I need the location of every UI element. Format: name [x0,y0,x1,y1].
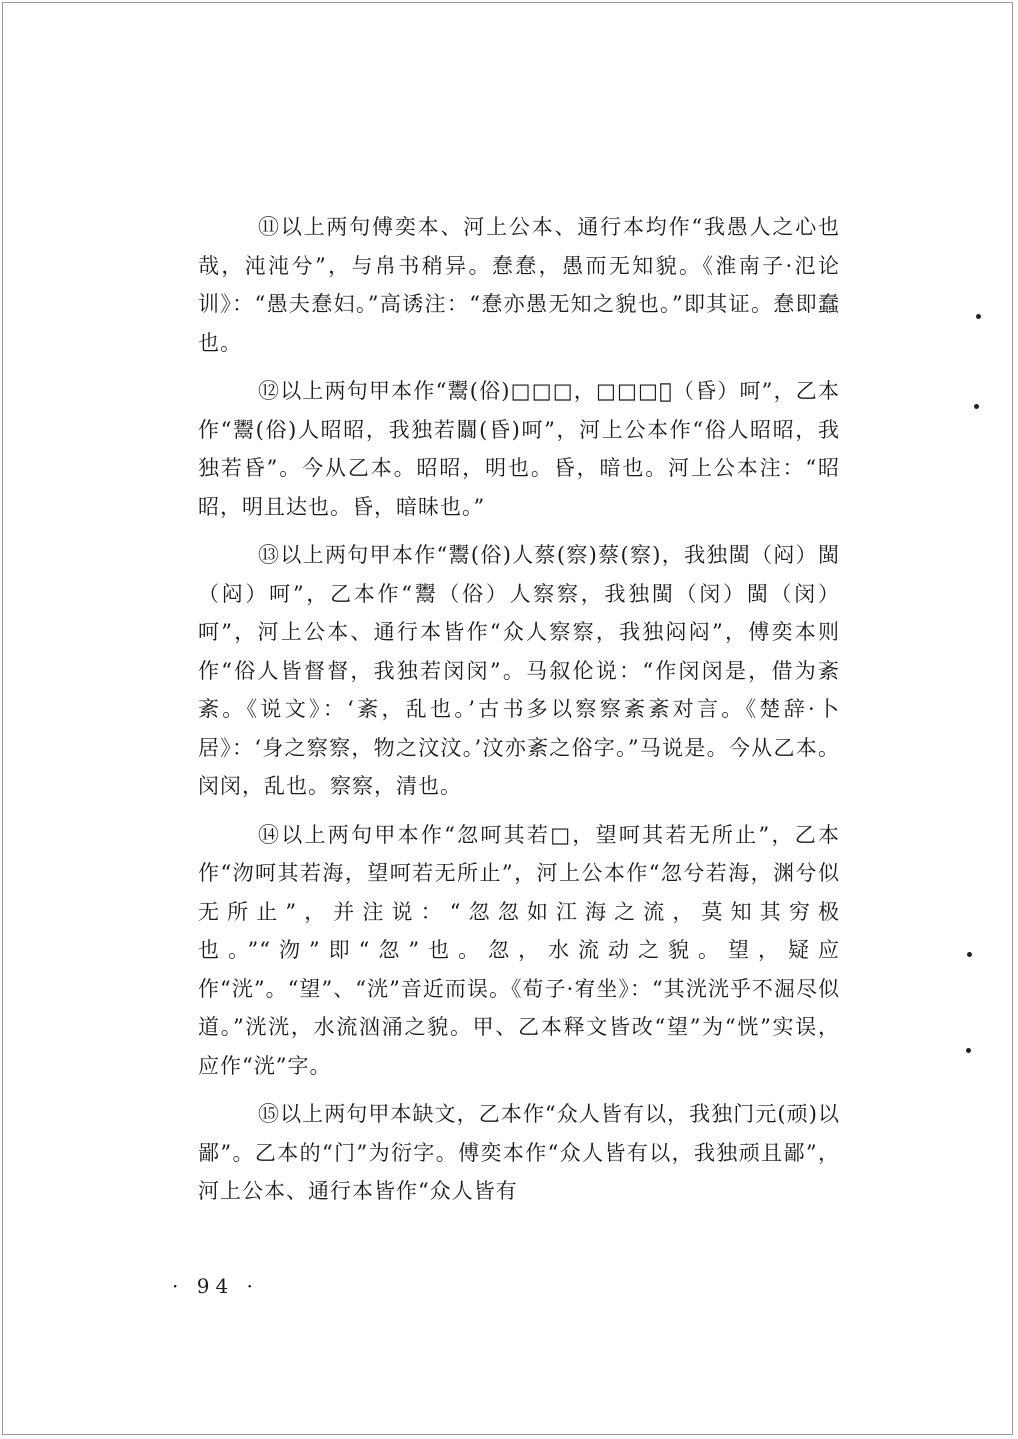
note-11: ⑪以上两句傅奕本、河上公本、通行本均作“我愚人之心也哉，沌沌兮”，与帛书稍异。惷惷，愚而无知貌。《淮南子·氾论训》：“愚夫惷妇。”高诱注：“惷亦愚无知之貌也。”即其证。惷即蠢也。 [198,215,840,355]
scan-speck [967,952,972,957]
annotation-text-block [198,208,840,1221]
note-12: ⑫以上两句甲本作“鬻(俗)□□□，□□□𦥛（昏）呵”，乙本作“鬻(俗)人昭昭，我独若闒(昏)呵”，河上公本作“俗人昭昭，我独若昏”。今从乙本。昭昭，明也。昏，暗也。河上公本注：“昭昭，明且达也。昏，暗昧也。” [198,379,840,519]
scan-speck [974,404,979,409]
note-13: ⑬以上两句甲本作“鬻(俗)人蔡(察)蔡(察)，我独閩（闷）閩（闷）呵”，乙本作“鬻（俗）人察察，我独閩（闵）閩（闵）呵”，河上公本、通行本皆作“众人察察，我独闷闷”，傅奕本则作“俗人皆督督，我独若闵闵”。马叙伦说：“作闵闵是，借为紊紊。《说文》：‘紊，乱也。’古书多以察察紊紊对言。《楚辞·卜居》：‘身之察察，物之汶汶。’汶亦紊之俗字。”马说是。今从乙本。闵闵，乱也。察察，清也。 [198,543,840,798]
scan-speck [976,314,981,319]
page-number: · 94 · [172,1274,259,1298]
note-15: ⑮以上两句甲本缺文，乙本作“众人皆有以，我独门元(顽)以鄙”。乙本的“门”为衍字。傅奕本作“众人皆有以，我独顽且鄙”，河上公本、通行本皆作“众人皆有 [198,1102,840,1203]
note-14: ⑭以上两句甲本作“忽呵其若□，望呵其若无所止”，乙本作“沕呵其若海，望呵若无所止”，河上公本作“忽兮若海，渊兮似无所止”，并注说：“忽忽如江海之流，莫知其穷极也。”“沕”即“忽”也。忽，水流动之貌。望，疑应作“洸”。“望”、“洸”音近而误。《荀子·宥坐》：“其洸洸乎不淈尽似道。”洸洸，水流汹涌之貌。甲、乙本释文皆改“望”为“恍”实误，应作“洸”字。 [198,822,840,1078]
scan-speck [966,1048,971,1053]
